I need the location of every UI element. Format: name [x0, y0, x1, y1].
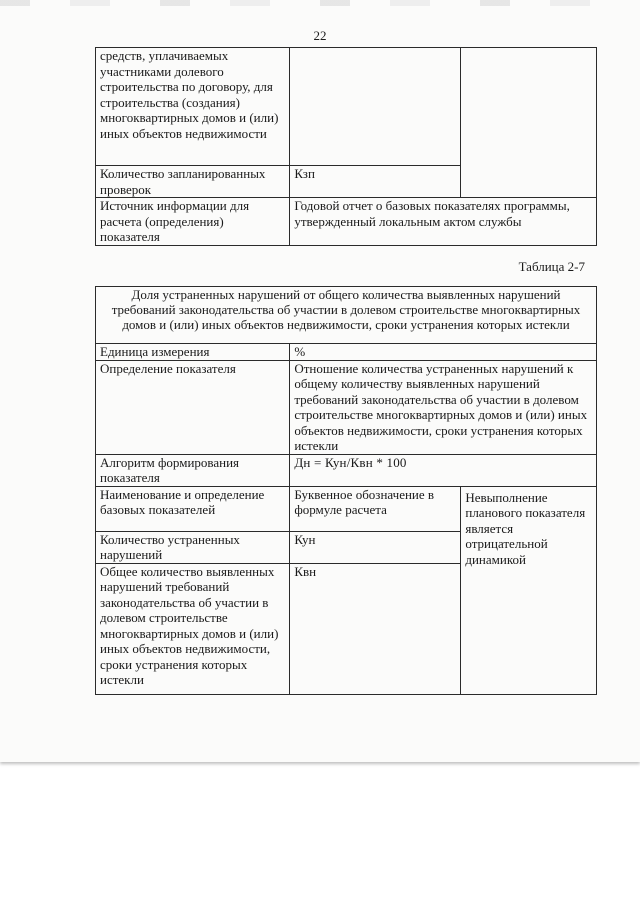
table-row: [96, 360, 597, 454]
table-note: Невыполнение планового показателя является отрицательной динамикой: [461, 486, 597, 694]
table-cell: Квн: [290, 563, 461, 694]
table-title: Доля устраненных нарушений от общего количества выявленных нарушений требований законодательства об участии в долевом строительстве многоквартирных домов и (или) иных объектов недвижимости, сроки устранения которых истекли: [96, 287, 597, 344]
table-cell: Кзп: [290, 166, 461, 198]
table-row: [96, 198, 597, 246]
table-cell: [290, 48, 461, 166]
table-cell: %: [290, 344, 597, 361]
table-cell: Общее количество выявленных нарушений требований законодательства об участии в долевом строительстве многоквартирных домов и (или) иных объектов недвижимости, сроки устранения которых истекли: [96, 563, 290, 694]
table-cell: Источник информации для расчета (определения) показателя: [96, 198, 290, 246]
table-cell: Количество устраненных нарушений: [96, 531, 290, 563]
table-cell: Определение показателя: [96, 360, 290, 454]
page-number: 22: [313, 28, 327, 43]
table-cell: Отношение количества устраненных нарушений к общему количеству выявленных нарушений требований законодательства об участии в долевом строительстве многоквартирных домов и (или) иных объектов недвижимости, сроки устранения которых истекли: [290, 360, 597, 454]
table-cell: Алгоритм формирования показателя: [96, 454, 290, 486]
table-row: [96, 48, 597, 166]
indicator-table-continued: [95, 47, 597, 246]
table-cell: Единица измерения: [96, 344, 290, 361]
table-row: [96, 486, 597, 531]
table-cell: Количество запланированных проверок: [96, 166, 290, 198]
table-cell: [461, 48, 597, 198]
table-cell: Буквенное обозначение в формуле расчета: [290, 486, 461, 531]
table-cell: Наименование и определение базовых показателей: [96, 486, 290, 531]
formula: Дн = Кун/Квн * 100: [290, 454, 597, 486]
table-caption: Таблица 2-7: [518, 259, 585, 274]
table-row: [96, 344, 597, 361]
table-row: [96, 287, 597, 344]
scan-edge-marks: [0, 0, 640, 6]
table-cell: Годовой отчет о базовых показателях программы, утвержденный локальным актом службы: [290, 198, 597, 246]
table-row: [96, 454, 597, 486]
table-cell: средств, уплачиваемых участниками долевого строительства по договору, для строительства (создания) многоквартирных домов и (или) иных объектов недвижимости: [96, 48, 290, 166]
table-cell: Кун: [290, 531, 461, 563]
indicator-table: [95, 286, 597, 695]
